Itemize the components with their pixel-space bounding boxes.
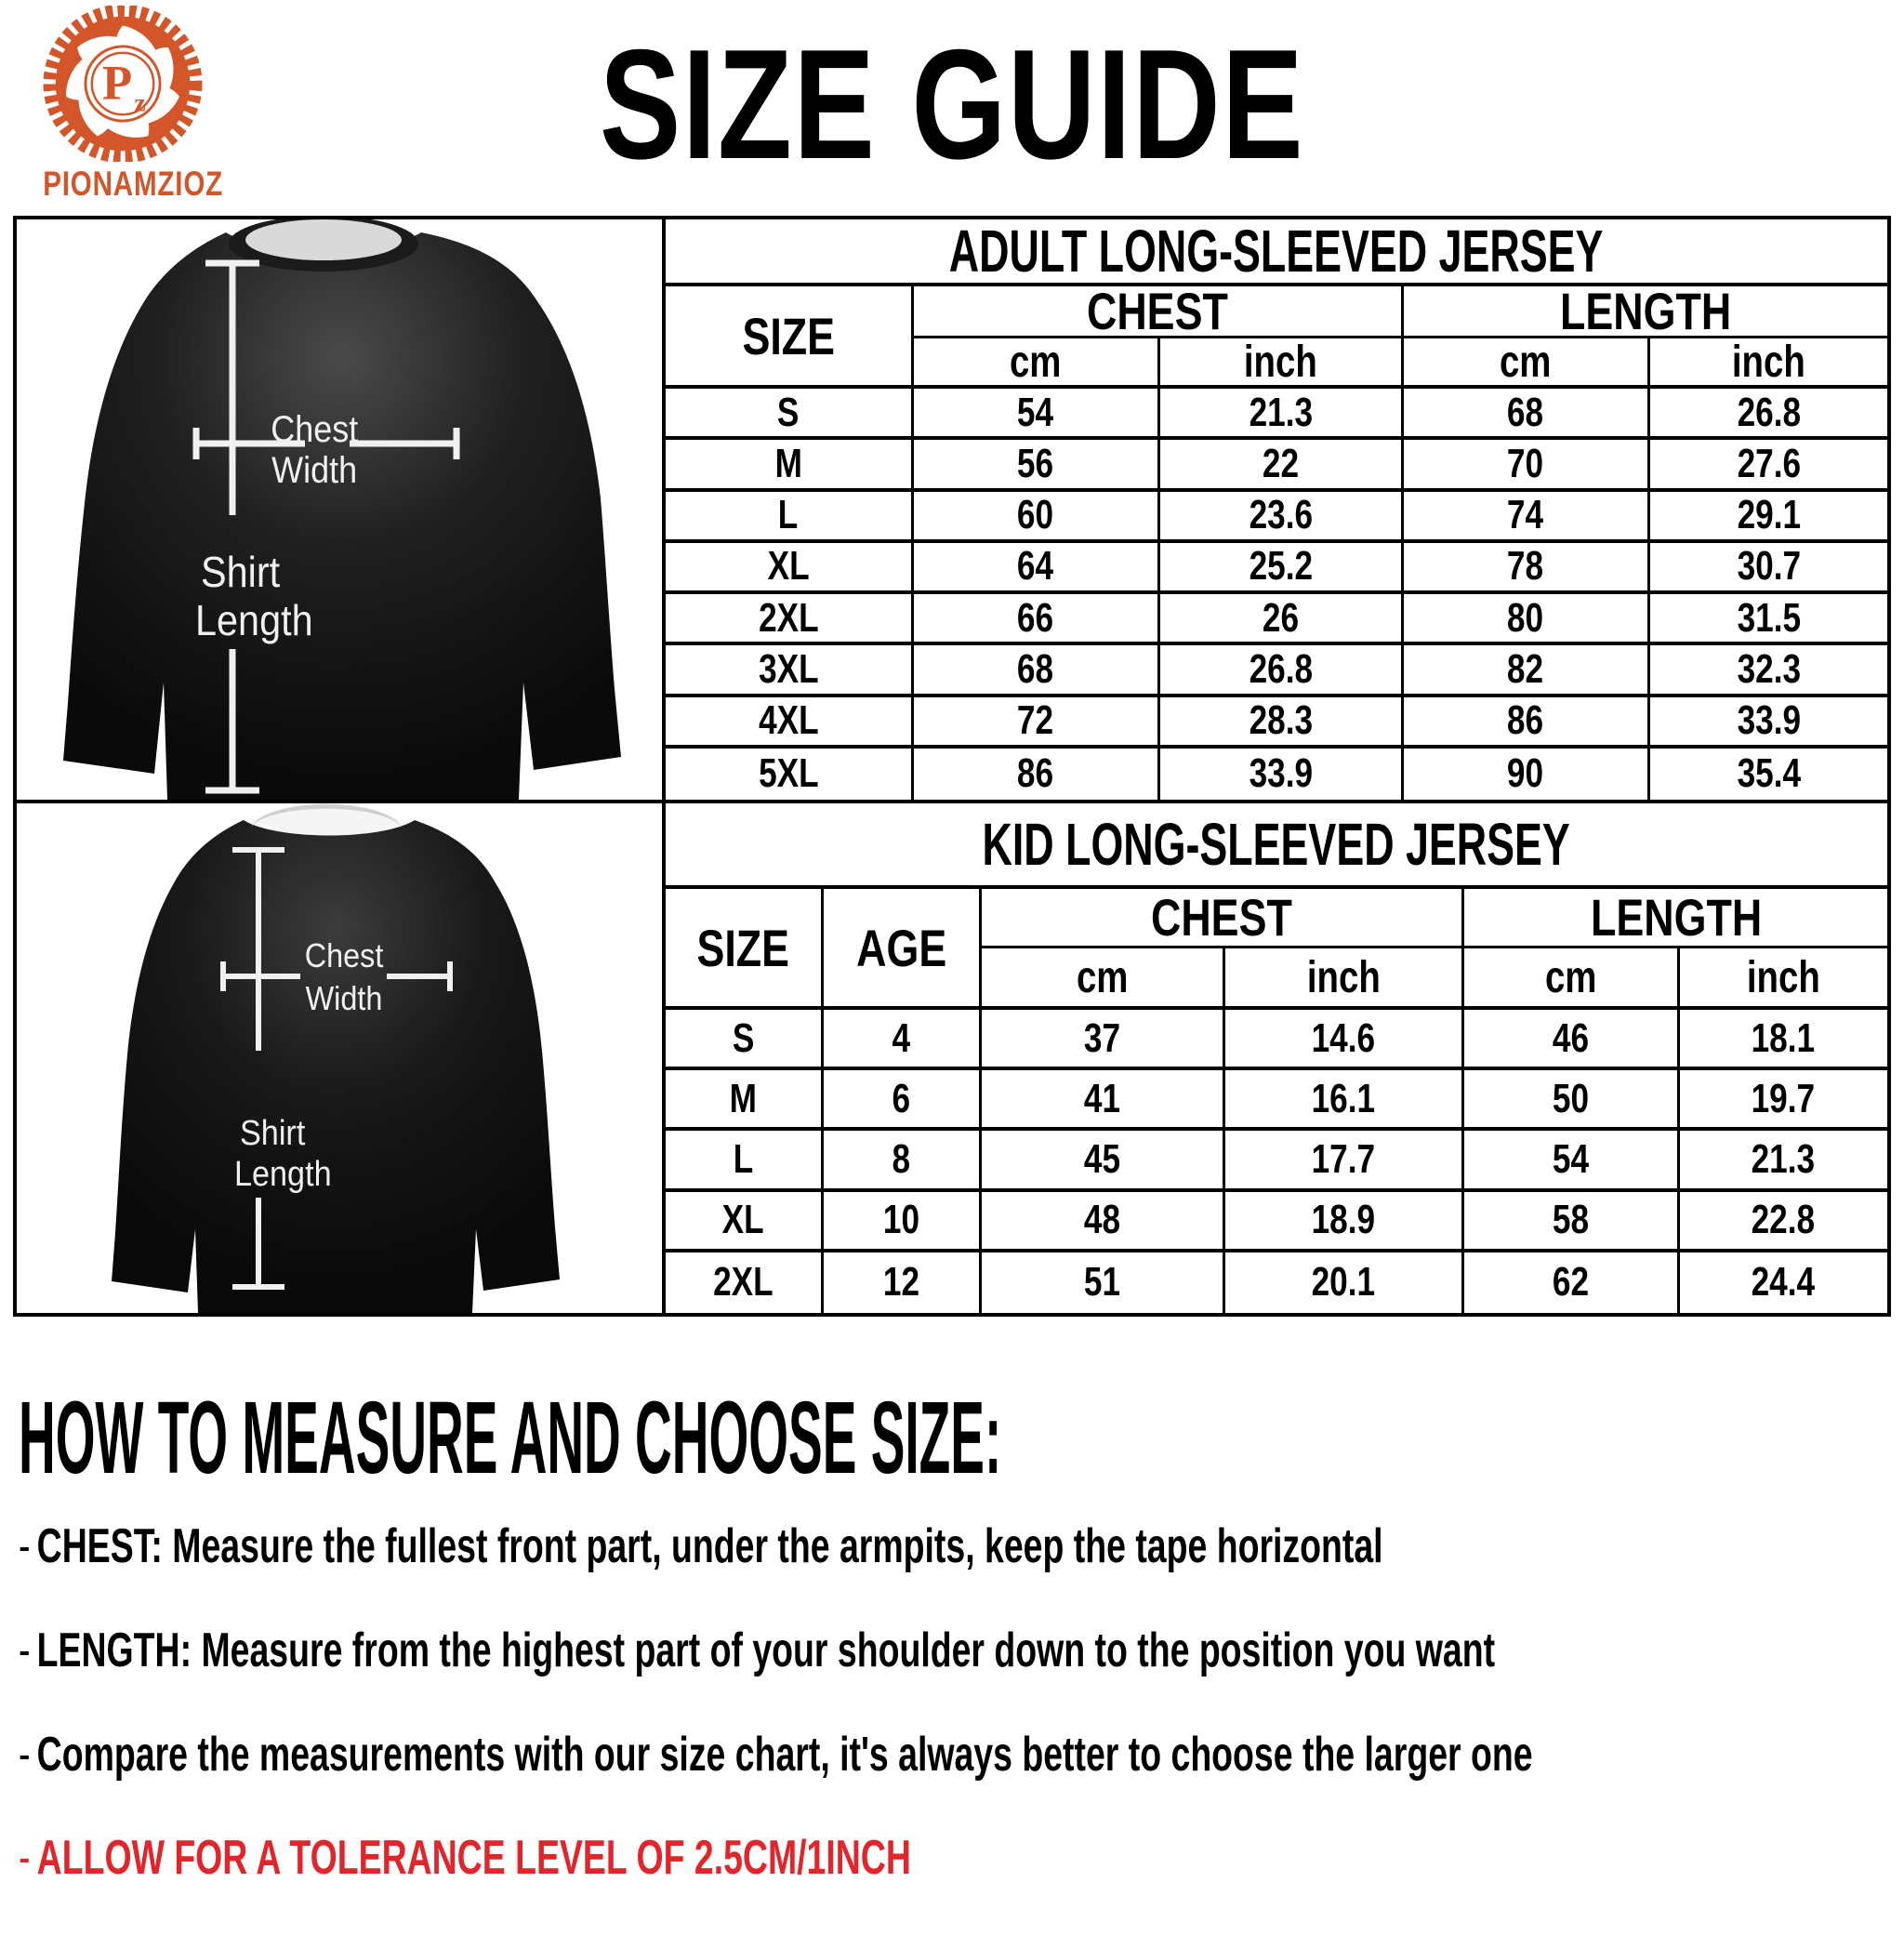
adult-collar-inner — [245, 219, 402, 260]
unit-header-inch: inch — [1680, 948, 1887, 1010]
unit-header-inch: inch — [1650, 338, 1887, 389]
table-cell: 68 — [1404, 389, 1650, 440]
table-cell: 80 — [1404, 594, 1650, 645]
shirt-length-label: Shirt — [201, 548, 281, 596]
table-cell: 54 — [914, 389, 1160, 440]
table-cell: 86 — [914, 749, 1160, 800]
table-cell: 19.7 — [1680, 1070, 1887, 1131]
unit-header-inch: inch — [1225, 948, 1465, 1010]
table-cell: 28.3 — [1160, 697, 1403, 749]
table-cell: 4 — [824, 1010, 983, 1070]
table-cell: 25.2 — [1160, 543, 1403, 594]
instruction-chest: - CHEST: Measure the fullest front part, under the armpits, keep the tape horizontal — [19, 1519, 1383, 1573]
table-cell: 2XL — [666, 1252, 824, 1313]
table-cell: 21.3 — [1160, 389, 1403, 440]
table-cell: XL — [666, 543, 914, 594]
table-cell: 90 — [1404, 749, 1650, 800]
table-cell: 14.6 — [1225, 1010, 1465, 1070]
shirt-length-label: Shirt — [240, 1114, 306, 1153]
table-cell: 20.1 — [1225, 1252, 1465, 1313]
shirt-length-label: Length — [234, 1155, 332, 1194]
kid-table — [666, 803, 1887, 1313]
table-cell: L — [666, 492, 914, 543]
table-cell: 51 — [982, 1252, 1224, 1313]
table-cell: 17.7 — [1225, 1131, 1465, 1191]
column-header-length: LENGTH — [1404, 286, 1887, 338]
chest-width-label: Chest — [304, 936, 384, 974]
adult-table — [666, 219, 1887, 800]
table-cell: 48 — [982, 1192, 1224, 1252]
table-cell: M — [666, 440, 914, 491]
table-cell: 18.1 — [1680, 1010, 1887, 1070]
table-cell: 66 — [914, 594, 1160, 645]
unit-header-cm: cm — [982, 948, 1224, 1010]
table-cell: 4XL — [666, 697, 914, 749]
chest-width-label: Chest — [270, 409, 359, 450]
kid-table-title: KID LONG-SLEEVED JERSEY — [666, 803, 1887, 889]
table-cell: 86 — [1404, 697, 1650, 749]
table-cell: 6 — [824, 1070, 983, 1131]
table-cell: 54 — [1464, 1131, 1679, 1191]
table-cell: 45 — [982, 1131, 1224, 1191]
table-cell: 62 — [1464, 1252, 1679, 1313]
column-header-chest: CHEST — [982, 889, 1464, 948]
table-cell: 16.1 — [1225, 1070, 1465, 1131]
table-cell: 74 — [1404, 492, 1650, 543]
table-cell: 29.1 — [1650, 492, 1887, 543]
table-cell: 58 — [1464, 1192, 1679, 1252]
table-cell: 70 — [1404, 440, 1650, 491]
page-title: SIZE GUIDE — [599, 17, 1305, 192]
table-cell: S — [666, 389, 914, 440]
adult-section — [17, 219, 1887, 803]
table-cell: 50 — [1464, 1070, 1679, 1131]
how-to-measure-heading: HOW TO MEASURE AND CHOOSE SIZE: — [19, 1381, 1002, 1495]
column-header-size: SIZE — [666, 286, 914, 389]
adult-shirt-body — [63, 232, 621, 800]
column-header-length: LENGTH — [1464, 889, 1887, 948]
chest-width-label: Width — [271, 450, 358, 491]
table-cell: L — [666, 1131, 824, 1191]
kid-shirt-body — [112, 820, 560, 1313]
table-cell: 10 — [824, 1192, 983, 1252]
table-cell: 64 — [914, 543, 1160, 594]
unit-header-cm: cm — [1404, 338, 1650, 389]
table-cell: 60 — [914, 492, 1160, 543]
table-cell: 68 — [914, 645, 1160, 696]
table-cell: 41 — [982, 1070, 1224, 1131]
table-cell: XL — [666, 1192, 824, 1252]
table-cell: 56 — [914, 440, 1160, 491]
adult-shirt-pane — [17, 219, 666, 800]
kid-section — [17, 803, 1887, 1313]
table-cell: 33.9 — [1160, 749, 1403, 800]
table-cell: M — [666, 1070, 824, 1131]
logo-letter-z: z — [134, 88, 146, 117]
kid-shirt-image — [17, 803, 662, 1313]
table-cell: 30.7 — [1650, 543, 1887, 594]
table-cell: 72 — [914, 697, 1160, 749]
unit-header-cm: cm — [1464, 948, 1679, 1010]
table-cell: 12 — [824, 1252, 983, 1313]
table-cell: 31.5 — [1650, 594, 1887, 645]
table-cell: 21.3 — [1680, 1131, 1887, 1191]
table-cell: 22 — [1160, 440, 1403, 491]
table-cell: 3XL — [666, 645, 914, 696]
table-cell: 22.8 — [1680, 1192, 1887, 1252]
table-cell: 33.9 — [1650, 697, 1887, 749]
instruction-tolerance: - ALLOW FOR A TOLERANCE LEVEL OF 2.5CM/1INCH — [19, 1831, 911, 1886]
adult-shirt-image — [17, 219, 662, 800]
table-cell: 78 — [1404, 543, 1650, 594]
table-cell: 8 — [824, 1131, 983, 1191]
table-cell: 32.3 — [1650, 645, 1887, 696]
brand-name: PIONAMZIOZ — [43, 165, 224, 203]
column-header-size: SIZE — [666, 889, 824, 1010]
table-cell: 23.6 — [1160, 492, 1403, 543]
table-cell: 35.4 — [1737, 750, 1801, 797]
table-cell: 26.8 — [1650, 389, 1887, 440]
table-cell: 26.8 — [1160, 645, 1403, 696]
table-cell: 24.4 — [1752, 1259, 1816, 1305]
table-cell: 46 — [1464, 1010, 1679, 1070]
column-header-chest: CHEST — [914, 286, 1404, 338]
table-cell: 18.9 — [1225, 1192, 1465, 1252]
table-cell: 2XL — [666, 594, 914, 645]
table-cell: 37 — [982, 1010, 1224, 1070]
shirt-length-label: Length — [195, 596, 313, 644]
table-cell: 27.6 — [1650, 440, 1887, 491]
column-header-age: AGE — [824, 889, 983, 1010]
unit-header-inch: inch — [1160, 338, 1403, 389]
table-cell: 26 — [1160, 594, 1403, 645]
adult-table-title: ADULT LONG-SLEEVED JERSEY — [666, 219, 1887, 286]
table-cell: S — [666, 1010, 824, 1070]
size-chart-panel — [13, 216, 1891, 1317]
chest-width-label: Width — [305, 979, 383, 1017]
unit-header-cm: cm — [914, 338, 1160, 389]
kid-shirt-pane — [17, 803, 666, 1313]
instruction-length: - LENGTH: Measure from the highest part of your shoulder down to the position you want — [19, 1623, 1496, 1677]
logo-letter-p: P — [102, 56, 133, 111]
instruction-compare: - Compare the measurements with our size chart, it's always better to choose the larger one — [19, 1727, 1533, 1782]
table-cell: 5XL — [666, 749, 914, 800]
how-to-measure-section — [19, 1381, 1887, 1935]
table-cell: 82 — [1404, 645, 1650, 696]
